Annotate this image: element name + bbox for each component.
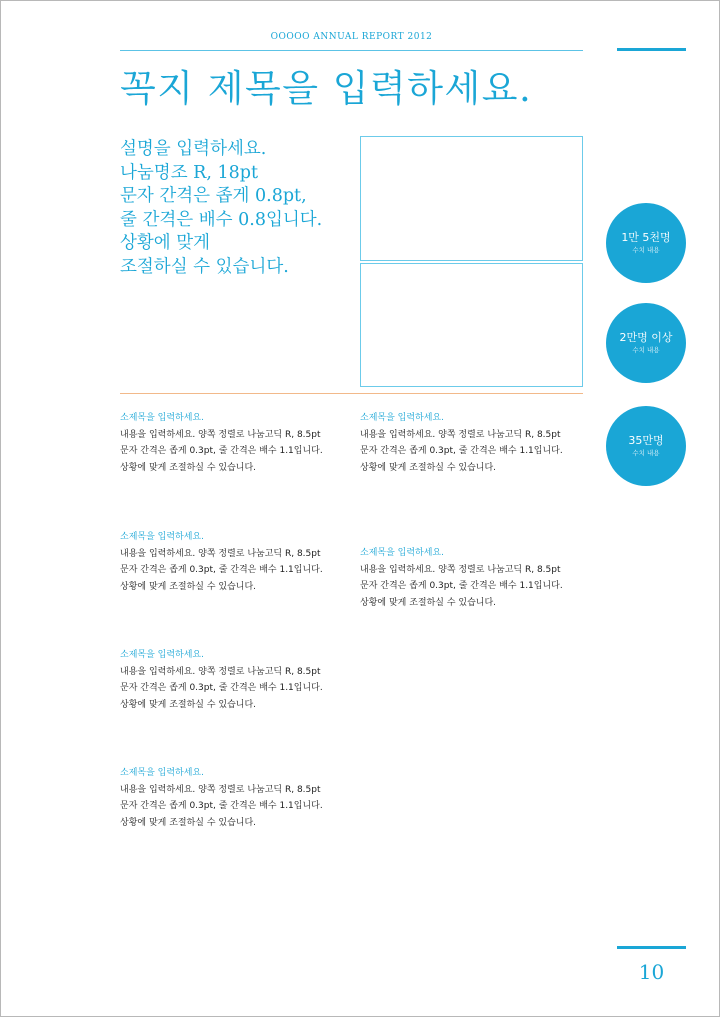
block-line: 내용을 입력하세요. 양쪽 정렬로 나눔고딕 R, 8.5pt: [360, 564, 561, 575]
block-line: 상황에 맞게 조절하실 수 있습니다.: [120, 462, 257, 473]
intro-line: 줄 간격은 배수 0.8입니다.: [120, 209, 323, 230]
intro-line: 상황에 맞게: [120, 233, 211, 253]
block-line: 내용을 입력하세요. 양쪽 정렬로 나눔고딕 R, 8.5pt: [120, 784, 321, 795]
header-accent-bar: [617, 48, 686, 51]
block-line: 상황에 맞게 조절하실 수 있습니다.: [360, 462, 497, 473]
block-line: 내용을 입력하세요. 양쪽 정렬로 나눔고딕 R, 8.5pt: [120, 548, 321, 559]
block-line: 상황에 맞게 조절하실 수 있습니다.: [360, 597, 497, 608]
stat-label: 수치 내용: [632, 246, 660, 254]
block-line: 내용을 입력하세요. 양쪽 정렬로 나눔고딕 R, 8.5pt: [120, 429, 321, 440]
text-block: [120, 529, 350, 595]
stat-circle: [606, 406, 686, 486]
text-block: [360, 410, 590, 476]
block-line: 내용을 입력하세요. 양쪽 정렬로 나눔고딕 R, 8.5pt: [360, 429, 561, 440]
page-title: 꼭지 제목을 입력하세요.: [120, 67, 533, 110]
block-line: 문자 간격은 좁게 0.3pt, 줄 간격은 배수 1.1입니다.: [360, 581, 563, 591]
block-line: 상황에 맞게 조절하실 수 있습니다.: [120, 699, 257, 710]
stat-value: 35만명: [628, 434, 664, 447]
block-line: 상황에 맞게 조절하실 수 있습니다.: [120, 581, 257, 592]
block-subtitle: 소제목을 입력하세요.: [120, 650, 204, 660]
section-divider: [120, 393, 583, 394]
intro-line: 문자 간격은 좁게 0.8pt,: [120, 186, 307, 206]
block-subtitle: 소제목을 입력하세요.: [120, 768, 204, 778]
stat-circle: [606, 303, 686, 383]
block-subtitle: 소제목을 입력하세요.: [120, 413, 204, 423]
block-line: 상황에 맞게 조절하실 수 있습니다.: [120, 817, 257, 828]
intro-line: 설명을 입력하세요.: [120, 139, 267, 159]
intro-line: 나눔명조 R, 18pt: [120, 162, 258, 183]
stat-value: 2만명 이상: [619, 331, 673, 344]
image-placeholder-bottom: [360, 263, 583, 387]
stat-circle: [606, 203, 686, 283]
stat-label: 수치 내용: [632, 346, 660, 354]
intro-description: [120, 138, 356, 279]
intro-line: 조절하실 수 있습니다.: [120, 256, 289, 277]
block-subtitle: 소제목을 입력하세요.: [120, 532, 204, 542]
block-line: 문자 간격은 좁게 0.3pt, 줄 간격은 배수 1.1입니다.: [120, 683, 323, 693]
block-line: 문자 간격은 좁게 0.3pt, 줄 간격은 배수 1.1입니다.: [120, 801, 323, 811]
text-block: [120, 765, 350, 831]
footer-accent-bar: [617, 946, 686, 949]
image-placeholder-top: [360, 136, 583, 261]
block-line: 문자 간격은 좁게 0.3pt, 줄 간격은 배수 1.1입니다.: [120, 565, 323, 575]
block-line: 문자 간격은 좁게 0.3pt, 줄 간격은 배수 1.1입니다.: [360, 446, 563, 456]
running-header: OOOOO ANNUAL REPORT 2012: [270, 32, 433, 42]
stat-label: 수치 내용: [632, 449, 660, 457]
text-block: [120, 647, 350, 713]
block-line: 문자 간격은 좁게 0.3pt, 줄 간격은 배수 1.1입니다.: [120, 446, 323, 456]
block-line: 내용을 입력하세요. 양쪽 정렬로 나눔고딕 R, 8.5pt: [120, 666, 321, 677]
block-subtitle: 소제목을 입력하세요.: [360, 413, 444, 423]
page-number: 10: [638, 960, 665, 984]
block-subtitle: 소제목을 입력하세요.: [360, 548, 444, 558]
stat-value: 1만 5천명: [621, 231, 671, 244]
header-rule: [120, 50, 583, 51]
text-block: [120, 410, 350, 476]
text-block: [360, 545, 590, 611]
